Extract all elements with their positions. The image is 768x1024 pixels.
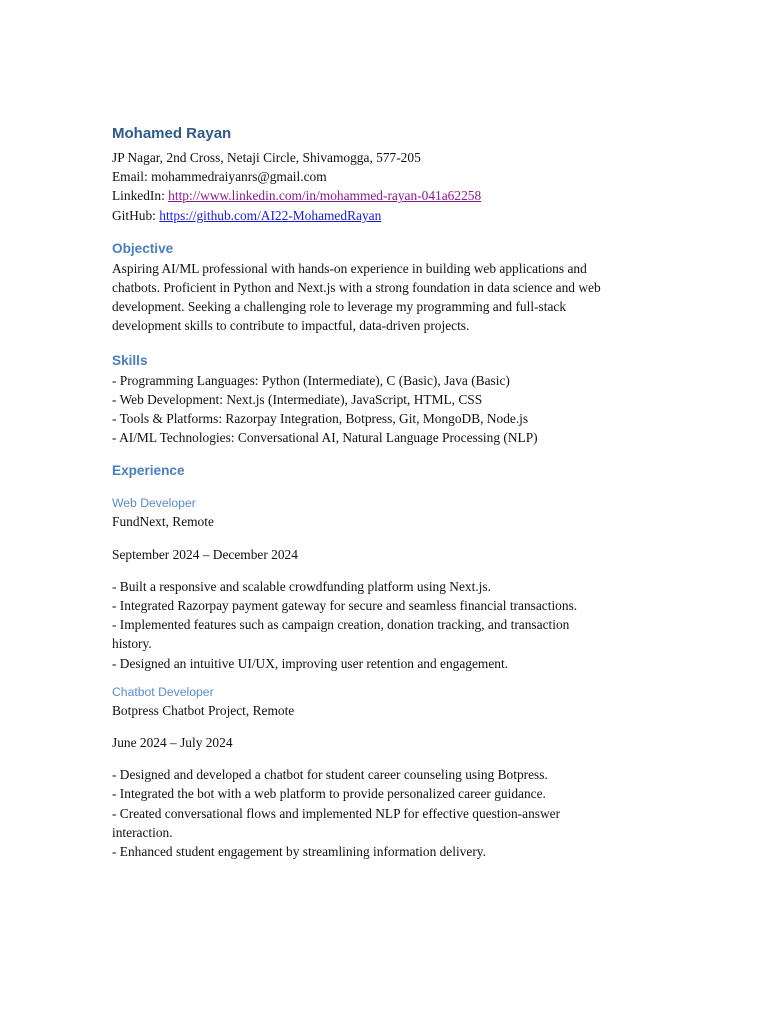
job-bullet: - Implemented features such as campaign creation, donation tracking, and transaction <box>112 617 570 633</box>
job-title: Chatbot Developer <box>112 684 214 699</box>
job-company: Botpress Chatbot Project, Remote <box>112 702 295 718</box>
job-bullet: - Integrated Razorpay payment gateway for secure and seamless financial transactions. <box>112 598 578 614</box>
github-link[interactable]: https://github.com/AI22-MohamedRayan <box>159 207 382 223</box>
skill-item: - Programming Languages: Python (Intermediate), C (Basic), Java (Basic) <box>112 372 510 388</box>
github-label: GitHub: <box>112 207 160 223</box>
skill-item: - Web Development: Next.js (Intermediate), JavaScript, HTML, CSS <box>112 391 483 407</box>
email-line <box>112 167 672 186</box>
job-bullet: - Built a responsive and scalable crowdfunding platform using Next.js. <box>112 578 491 594</box>
job-dates: June 2024 – July 2024 <box>112 735 233 751</box>
job-title: Web Developer <box>112 496 196 511</box>
skills-heading: Skills <box>112 352 148 368</box>
job-entry <box>112 683 672 861</box>
job-bullet: - Enhanced student engagement by streamlining information delivery. <box>112 844 486 860</box>
objective-heading: Objective <box>112 240 174 256</box>
email-label: Email: <box>112 169 152 185</box>
job-bullet: history. <box>112 636 152 652</box>
skill-item: - AI/ML Technologies: Conversational AI, Natural Language Processing (NLP) <box>112 430 538 446</box>
job-bullet: - Integrated the bot with a web platform to provide personalized career guidance. <box>112 786 546 802</box>
job-entry <box>112 494 672 672</box>
github-line <box>112 206 672 225</box>
objective-line: development skills to contribute to impactful, data-driven projects. <box>112 318 470 334</box>
linkedin-link[interactable]: http://www.linkedin.com/in/mohammed-rayan-041a62258 <box>168 188 482 204</box>
experience-heading: Experience <box>112 463 185 479</box>
job-dates: September 2024 – December 2024 <box>112 546 298 562</box>
resume-document <box>112 124 672 861</box>
objective-line: chatbots. Proficient in Python and Next.js with a strong foundation in data science and web <box>112 280 601 296</box>
address-line: JP Nagar, 2nd Cross, Netaji Circle, Shivamogga, 577-205 <box>112 150 421 165</box>
job-bullet: - Designed an intuitive UI/UX, improving user retention and engagement. <box>112 655 509 671</box>
objective-line: development. Seeking a challenging role to leverage my programming and full-stack <box>112 299 567 315</box>
job-bullet: - Designed and developed a chatbot for student career counseling using Botpress. <box>112 767 548 783</box>
objective-section <box>112 259 672 336</box>
email-value: mohammedraiyanrs@gmail.com <box>151 169 327 185</box>
skill-item: - Tools & Platforms: Razorpay Integration, Botpress, Git, MongoDB, Node.js <box>112 411 529 427</box>
resume-name: Mohamed Rayan <box>112 125 232 142</box>
skills-list <box>112 371 672 448</box>
job-bullet: - Created conversational flows and implemented NLP for effective question-answer <box>112 805 561 821</box>
linkedin-label: LinkedIn: <box>112 188 169 204</box>
objective-line: Aspiring AI/ML professional with hands-on experience in building web applications and <box>112 260 587 276</box>
job-company: FundNext, Remote <box>112 514 214 530</box>
job-bullet: interaction. <box>112 824 173 840</box>
linkedin-line <box>112 186 672 205</box>
